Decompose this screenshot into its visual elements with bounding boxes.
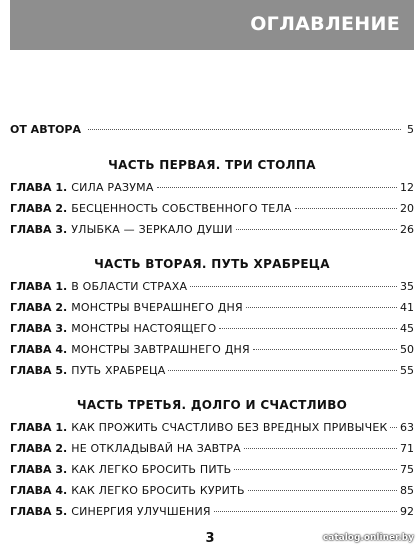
chapter-page: 45	[400, 322, 414, 335]
chapter-prefix: ГЛАВА 2.	[10, 442, 68, 455]
toc-entry	[10, 321, 414, 337]
dot-leader	[253, 349, 397, 350]
dot-leader	[248, 490, 397, 491]
toc-entry	[10, 300, 414, 316]
toc-entry	[10, 504, 414, 520]
chapter-prefix: ГЛАВА 5.	[10, 364, 68, 377]
chapter-title: БЕСЦЕННОСТЬ СОБСТВЕННОГО ТЕЛА	[71, 202, 292, 215]
chapter-prefix: ГЛАВА 4.	[10, 484, 68, 497]
toc-entry	[10, 462, 414, 478]
header-bar	[10, 0, 414, 50]
toc-title: ОГЛАВЛЕНИЕ	[250, 13, 400, 35]
chapter-title: МОНСТРЫ ВЧЕРАШНЕГО ДНЯ	[71, 301, 243, 314]
dot-leader	[244, 448, 397, 449]
dot-leader	[236, 229, 397, 230]
chapter-page: 63	[400, 421, 414, 434]
part-heading: ЧАСТЬ ТРЕТЬЯ. ДОЛГО И СЧАСТЛИВО	[76, 398, 348, 412]
entry-page: 5	[407, 123, 414, 136]
dot-leader	[219, 328, 397, 329]
chapter-page: 50	[400, 343, 414, 356]
toc-entry-author	[10, 122, 414, 138]
dot-leader	[157, 187, 397, 188]
toc-entry	[10, 483, 414, 499]
chapter-title: СИНЕРГИЯ УЛУЧШЕНИЯ	[71, 505, 211, 518]
dot-leader	[246, 307, 397, 308]
part-heading: ЧАСТЬ ВТОРАЯ. ПУТЬ ХРАБРЕЦА	[94, 257, 330, 271]
part-heading: ЧАСТЬ ПЕРВАЯ. ТРИ СТОЛПА	[108, 158, 316, 172]
toc-entry	[10, 180, 414, 196]
chapter-page: 26	[400, 223, 414, 236]
chapter-prefix: ГЛАВА 1.	[10, 280, 68, 293]
chapter-prefix: ГЛАВА 5.	[10, 505, 68, 518]
page-number: 3	[205, 531, 215, 546]
dot-leader	[190, 286, 397, 287]
toc-entry	[10, 201, 414, 217]
chapter-page: 55	[400, 364, 414, 377]
dot-leader	[88, 129, 401, 130]
chapter-title: УЛЫБКА — ЗЕРКАЛО ДУШИ	[71, 223, 233, 236]
chapter-title: МОНСТРЫ НАСТОЯЩЕГО	[71, 322, 217, 335]
toc-entry	[10, 279, 414, 295]
dot-leader	[168, 370, 397, 371]
chapter-prefix: ГЛАВА 3.	[10, 463, 68, 476]
entry-label: ОТ АВТОРА	[10, 123, 82, 136]
chapter-title: КАК ПРОЖИТЬ СЧАСТЛИВО БЕЗ ВРЕДНЫХ ПРИВЫЧЕК	[71, 421, 388, 434]
toc-entry	[10, 420, 414, 436]
dot-leader	[390, 427, 397, 428]
watermark: catalog.onliner.by	[322, 533, 414, 543]
chapter-prefix: ГЛАВА 1.	[10, 181, 68, 194]
toc-entry	[10, 441, 414, 457]
chapter-title: СИЛА РАЗУМА	[71, 181, 154, 194]
toc-entry	[10, 222, 414, 238]
chapter-title: КАК ЛЕГКО БРОСИТЬ ПИТЬ	[71, 463, 232, 476]
chapter-page: 41	[400, 301, 414, 314]
chapter-prefix: ГЛАВА 2.	[10, 202, 68, 215]
chapter-page: 12	[400, 181, 414, 194]
chapter-prefix: ГЛАВА 2.	[10, 301, 68, 314]
chapter-title: ПУТЬ ХРАБРЕЦА	[71, 364, 166, 377]
chapter-page: 20	[400, 202, 414, 215]
chapter-page: 92	[400, 505, 414, 518]
chapter-page: 35	[400, 280, 414, 293]
chapter-title: МОНСТРЫ ЗАВТРАШНЕГО ДНЯ	[71, 343, 250, 356]
chapter-page: 85	[400, 484, 414, 497]
chapter-prefix: ГЛАВА 1.	[10, 421, 68, 434]
dot-leader	[295, 208, 397, 209]
dot-leader	[234, 469, 397, 470]
chapter-page: 71	[400, 442, 414, 455]
toc-entry	[10, 363, 414, 379]
toc-entry	[10, 342, 414, 358]
chapter-title: В ОБЛАСТИ СТРАХА	[71, 280, 188, 293]
chapter-prefix: ГЛАВА 3.	[10, 223, 68, 236]
chapter-prefix: ГЛАВА 3.	[10, 322, 68, 335]
dot-leader	[214, 511, 397, 512]
chapter-page: 75	[400, 463, 414, 476]
chapter-prefix: ГЛАВА 4.	[10, 343, 68, 356]
chapter-title: НЕ ОТКЛАДЫВАЙ НА ЗАВТРА	[71, 442, 241, 455]
chapter-title: КАК ЛЕГКО БРОСИТЬ КУРИТЬ	[71, 484, 245, 497]
